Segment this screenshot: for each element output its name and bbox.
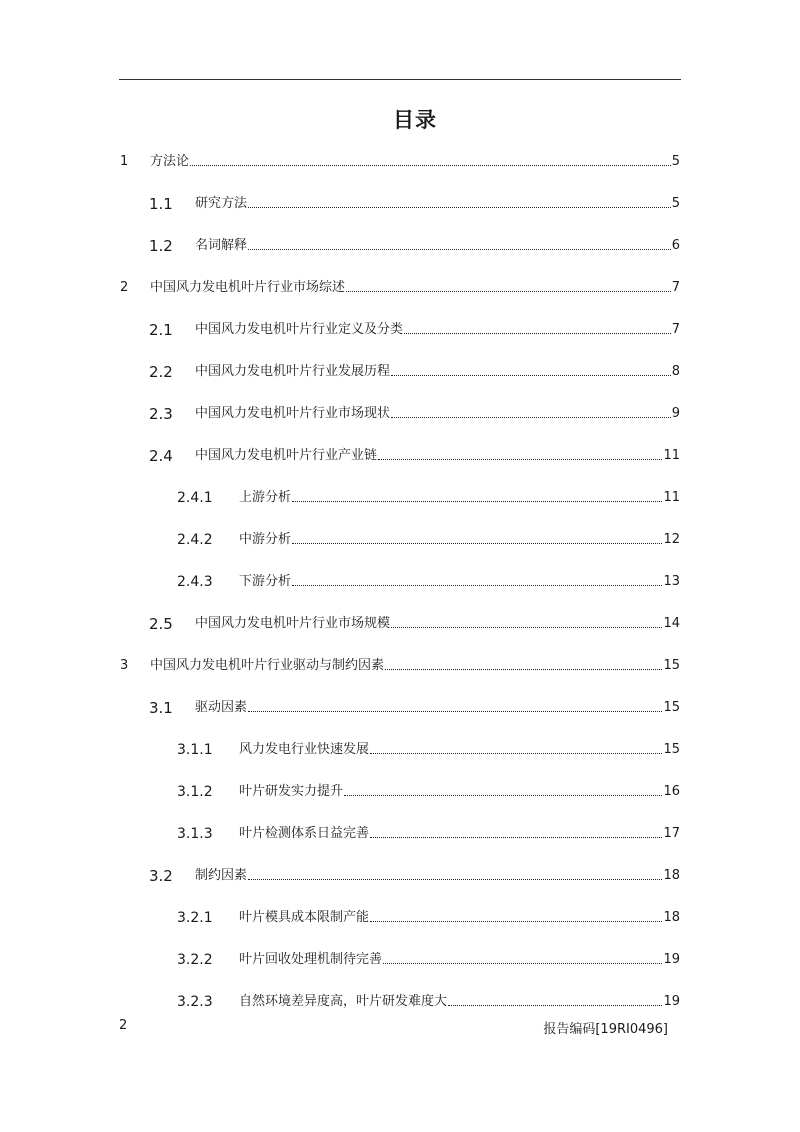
toc-entry-page: 18 <box>663 868 680 883</box>
toc-entry[interactable] <box>120 276 680 296</box>
toc-entry[interactable] <box>149 696 680 716</box>
footer-report-code: 报告编码[19RI0496] <box>543 1022 668 1037</box>
toc-entry-number: 3.2.2 <box>177 952 213 968</box>
toc-entry[interactable] <box>177 780 680 800</box>
toc-entry-label: 叶片检测体系日益完善 <box>239 826 370 841</box>
toc-entry[interactable] <box>120 654 680 674</box>
toc-dot-leader <box>344 795 662 796</box>
toc-entry-page: 8 <box>671 364 680 379</box>
toc-entry-number: 2.4.1 <box>177 490 213 506</box>
toc-entry[interactable] <box>149 192 680 212</box>
toc-entry-number: 1.1 <box>149 195 173 213</box>
toc-entry[interactable] <box>177 570 680 590</box>
toc-entry-page: 7 <box>671 280 680 295</box>
toc-entry[interactable] <box>177 822 680 842</box>
toc-entry-label: 方法论 <box>150 154 190 169</box>
toc-entry-page: 11 <box>663 490 680 505</box>
toc-entry-label: 研究方法 <box>195 196 248 211</box>
toc-entry[interactable] <box>149 318 680 338</box>
toc-dot-leader <box>292 501 662 502</box>
toc-dot-leader <box>448 1005 662 1006</box>
toc-entry-label: 叶片研发实力提升 <box>239 784 344 799</box>
toc-dot-leader <box>391 417 671 418</box>
toc-entry-number: 1 <box>120 154 129 169</box>
toc-entry-number: 3.1.2 <box>177 784 213 800</box>
toc-title: 目录 <box>393 108 437 132</box>
toc-entry-label: 名词解释 <box>195 238 248 253</box>
toc-entry[interactable] <box>120 150 680 170</box>
toc-entry-label: 中游分析 <box>239 532 292 547</box>
toc-dot-leader <box>391 627 662 628</box>
toc-dot-leader <box>248 879 662 880</box>
toc-entry-page: 12 <box>663 532 680 547</box>
toc-entry[interactable] <box>177 906 680 926</box>
toc-entry-number: 2.5 <box>149 615 173 633</box>
toc-entry-label: 风力发电行业快速发展 <box>239 742 370 757</box>
toc-entry-label: 驱动因素 <box>195 700 248 715</box>
toc-entry[interactable] <box>177 948 680 968</box>
toc-entry[interactable] <box>149 612 680 632</box>
toc-entry-number: 3.1.1 <box>177 742 213 758</box>
toc-entry-number: 2.4.2 <box>177 532 213 548</box>
header-rule <box>119 79 681 80</box>
toc-entry-page: 15 <box>663 742 680 757</box>
toc-entry-page: 5 <box>671 196 680 211</box>
toc-entry-label: 中国风力发电机叶片行业定义及分类 <box>195 322 404 337</box>
toc-entry-page: 17 <box>663 826 680 841</box>
toc-dot-leader <box>370 753 662 754</box>
toc-dot-leader <box>292 585 662 586</box>
toc-entry-label: 制约因素 <box>195 868 248 883</box>
toc-entry-number: 3.1 <box>149 699 173 717</box>
footer-page-number: 2 <box>119 1018 128 1033</box>
toc-entry-label: 中国风力发电机叶片行业市场现状 <box>195 406 391 421</box>
toc-dot-leader <box>383 963 662 964</box>
toc-entry[interactable] <box>149 360 680 380</box>
toc-dot-leader <box>346 291 671 292</box>
toc-entry-page: 19 <box>663 952 680 967</box>
toc-entry-number: 2 <box>120 280 129 295</box>
toc-entry-label: 中国风力发电机叶片行业产业链 <box>195 448 378 463</box>
toc-entry-number: 1.2 <box>149 237 173 255</box>
toc-dot-leader <box>385 669 662 670</box>
toc-entry-label: 中国风力发电机叶片行业发展历程 <box>195 364 391 379</box>
toc-dot-leader <box>391 375 671 376</box>
toc-dot-leader <box>248 711 662 712</box>
toc-entry-number: 3 <box>120 658 129 673</box>
toc-entry-number: 2.2 <box>149 363 173 381</box>
toc-entry[interactable] <box>149 402 680 422</box>
toc-dot-leader <box>404 333 671 334</box>
toc-dot-leader <box>378 459 662 460</box>
toc-entry[interactable] <box>177 738 680 758</box>
toc-entry-number: 2.4 <box>149 447 173 465</box>
toc-dot-leader <box>190 165 671 166</box>
toc-entry-page: 9 <box>671 406 680 421</box>
toc-dot-leader <box>248 207 671 208</box>
toc-entry-label: 中国风力发电机叶片行业市场规模 <box>195 616 391 631</box>
toc-entry-page: 7 <box>671 322 680 337</box>
toc-dot-leader <box>292 543 662 544</box>
toc-entry-label: 叶片回收处理机制待完善 <box>239 952 383 967</box>
toc-entry-number: 3.2.1 <box>177 910 213 926</box>
toc-entry-page: 15 <box>663 658 680 673</box>
toc-entry-page: 5 <box>671 154 680 169</box>
toc-entry-label: 中国风力发电机叶片行业驱动与制约因素 <box>150 658 385 673</box>
toc-entry-number: 3.2.3 <box>177 994 213 1010</box>
toc-entry[interactable] <box>149 234 680 254</box>
toc-entry-page: 13 <box>663 574 680 589</box>
toc-entry[interactable] <box>177 486 680 506</box>
toc-entry-page: 19 <box>663 994 680 1009</box>
toc-entry-label: 自然环境差异度高，叶片研发难度大 <box>239 994 448 1009</box>
toc-entry-label: 叶片模具成本限制产能 <box>239 910 370 925</box>
toc-entry-label: 中国风力发电机叶片行业市场综述 <box>150 280 346 295</box>
toc-entry[interactable] <box>149 444 680 464</box>
toc-entry-label: 上游分析 <box>239 490 292 505</box>
toc-entry-page: 14 <box>663 616 680 631</box>
toc-entry-page: 15 <box>663 700 680 715</box>
toc-entry-number: 3.2 <box>149 867 173 885</box>
toc-entry[interactable] <box>177 990 680 1010</box>
toc-entry-label: 下游分析 <box>239 574 292 589</box>
toc-entry-number: 2.4.3 <box>177 574 213 590</box>
toc-entry-page: 18 <box>663 910 680 925</box>
toc-entry-number: 2.1 <box>149 321 173 339</box>
toc-entry-number: 2.3 <box>149 405 173 423</box>
toc-entry[interactable] <box>149 864 680 884</box>
toc-entry-page: 11 <box>663 448 680 463</box>
toc-dot-leader <box>248 249 671 250</box>
toc-entry-page: 16 <box>663 784 680 799</box>
toc-entry-page: 6 <box>671 238 680 253</box>
toc-entry[interactable] <box>177 528 680 548</box>
toc-dot-leader <box>370 921 662 922</box>
toc-dot-leader <box>370 837 662 838</box>
toc-entry-number: 3.1.3 <box>177 826 213 842</box>
